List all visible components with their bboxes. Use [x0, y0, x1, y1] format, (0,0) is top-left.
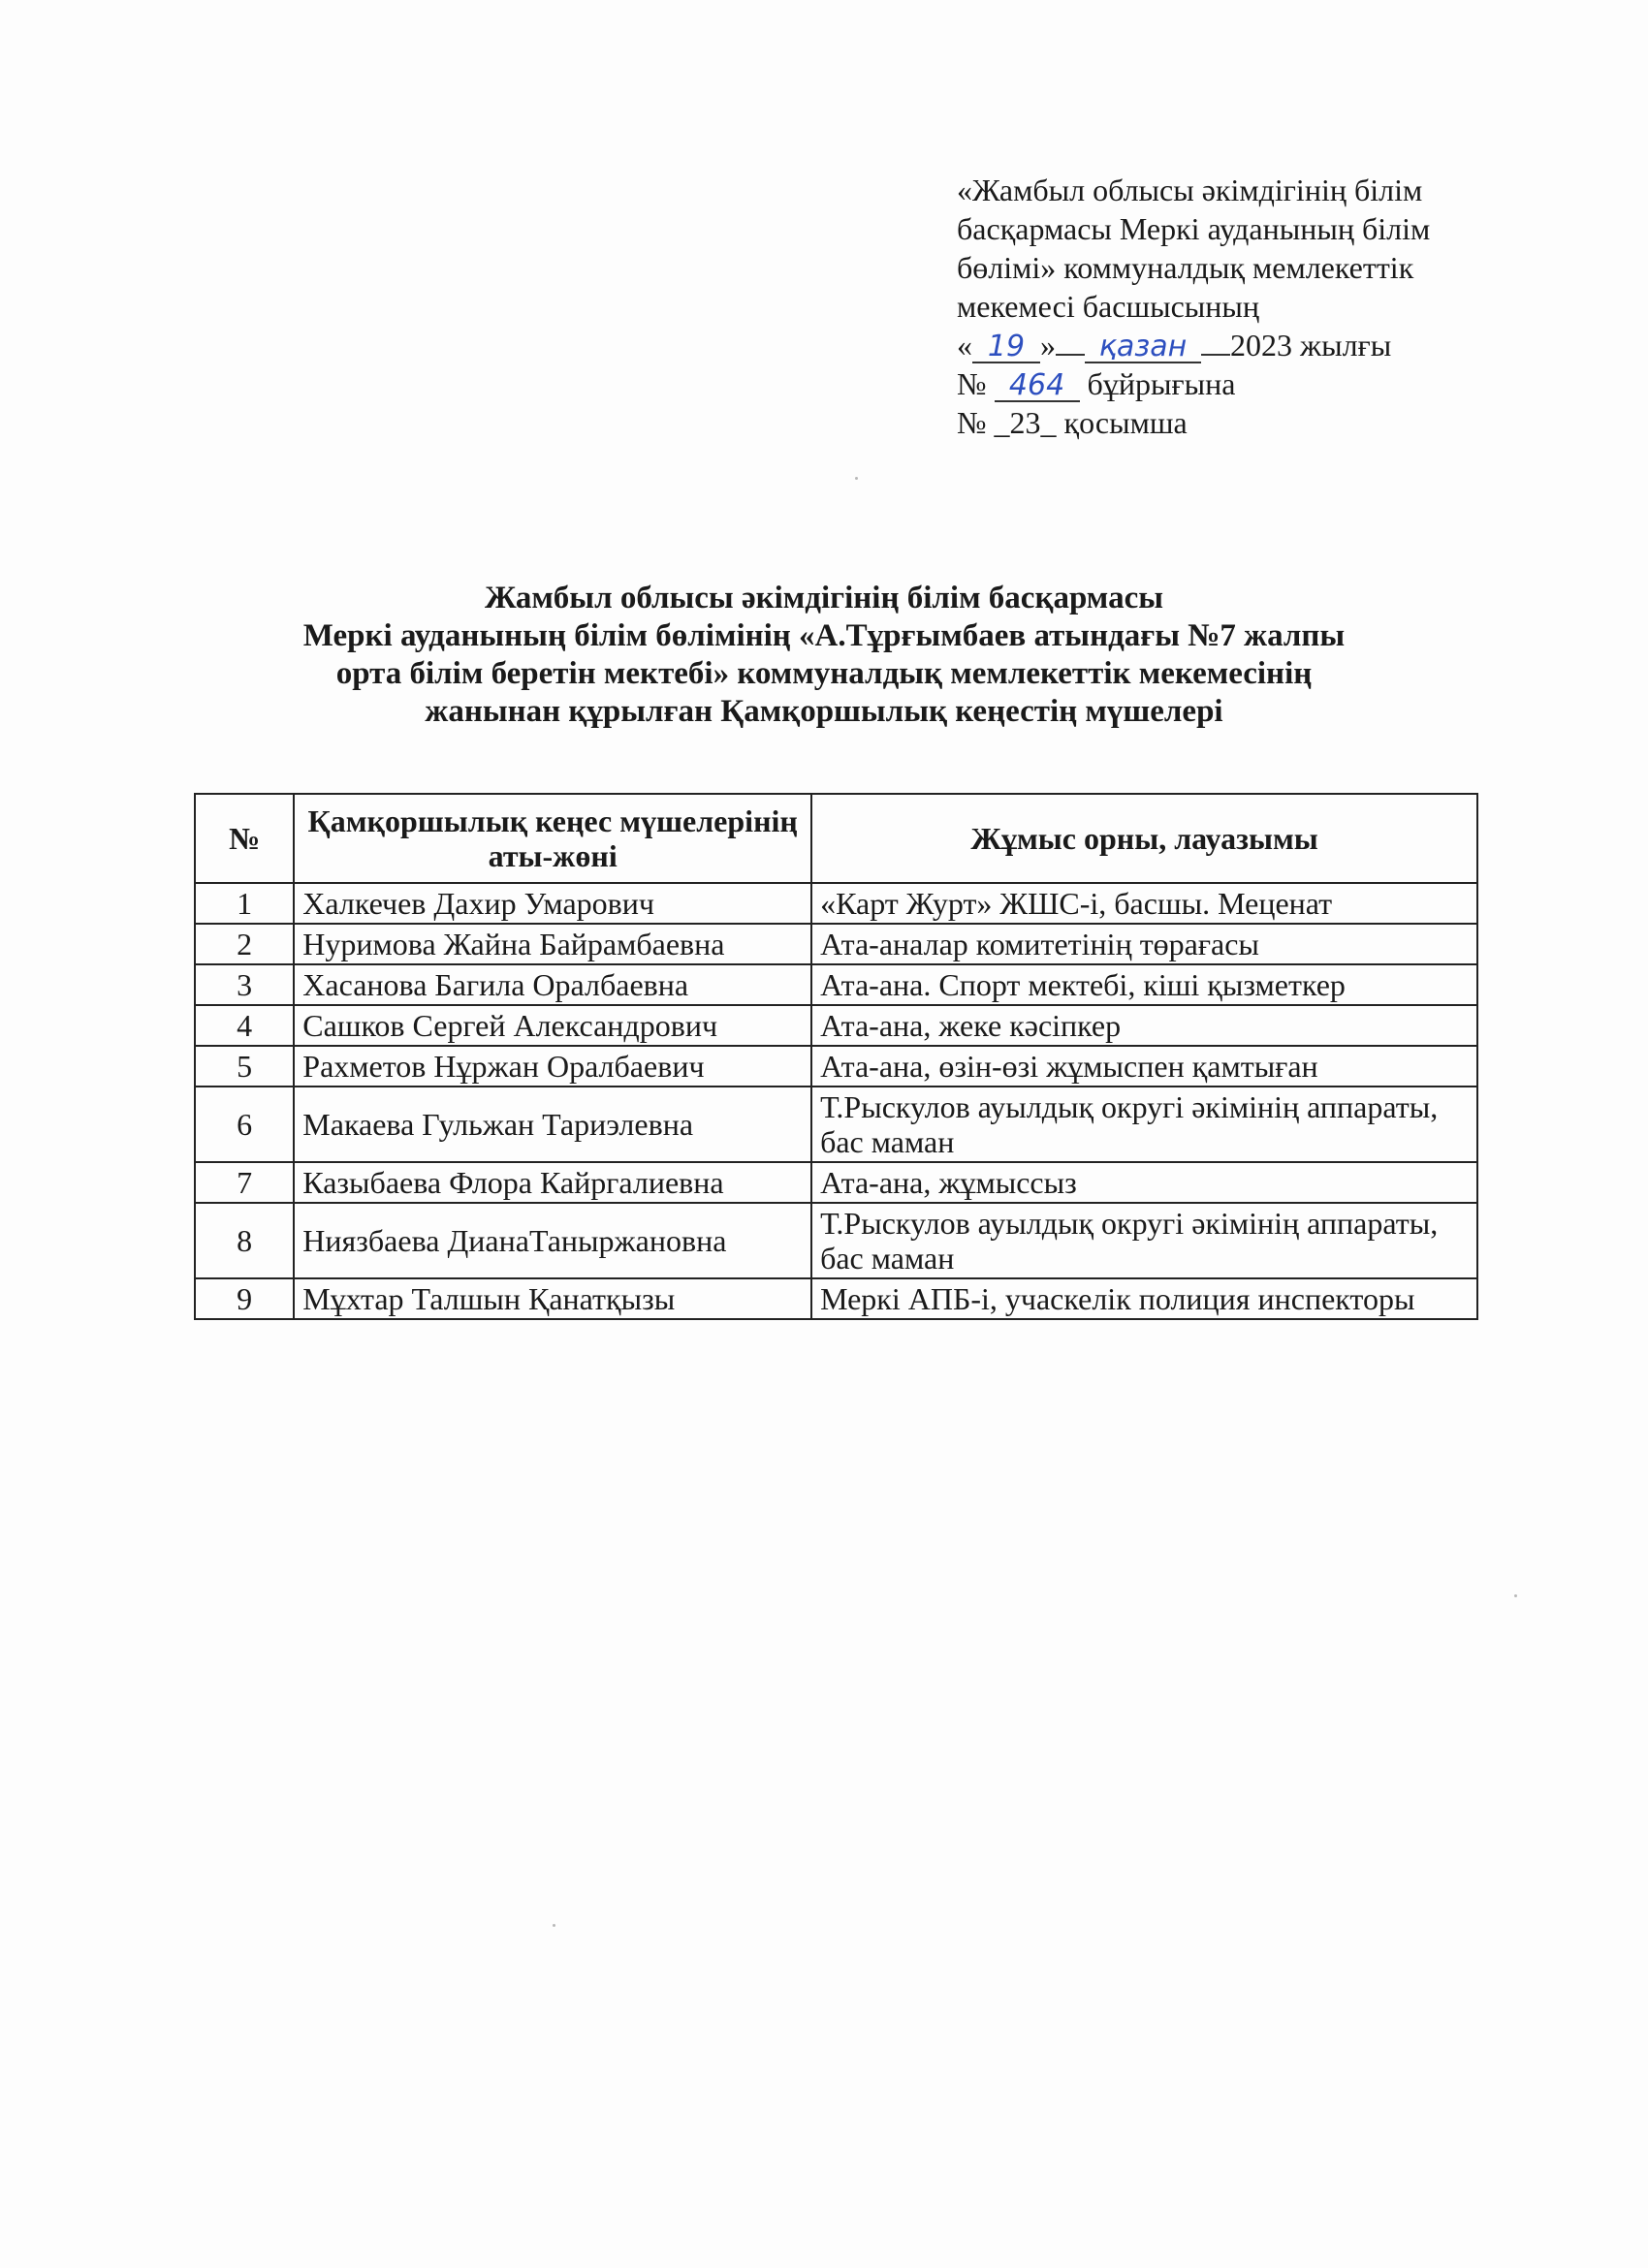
- row-name: Ниязбаева ДианаТаныржановна: [294, 1203, 811, 1278]
- table-row: [195, 883, 1477, 924]
- row-number: 7: [195, 1162, 294, 1203]
- year-text: 2023 жылғы: [1230, 328, 1392, 362]
- members-table: [194, 793, 1478, 1320]
- annex-line-4: мекемесі басшысының: [957, 289, 1260, 324]
- row-job: Т.Рыскулов ауылдық округі әкімінің аппараты, бас маман: [811, 1203, 1477, 1278]
- quote-close: »: [1040, 328, 1056, 362]
- row-job: Ата-ана. Спорт мектебі, кіші қызметкер: [811, 964, 1477, 1005]
- row-job: Ата-ана, жұмыссыз: [811, 1162, 1477, 1203]
- title-line-3: орта білім беретін мектебі» коммуналдық мемлекеттік мекемесінің: [335, 656, 1313, 691]
- row-job: Т.Рыскулов ауылдық округі әкімінің аппараты, бас маман: [811, 1087, 1477, 1162]
- row-name: Халкечев Дахир Умарович: [294, 883, 811, 924]
- row-name: Мұхтар Талшын Қанатқызы: [294, 1278, 811, 1319]
- title-line-4: жанынан құрылған Қамқоршылық кеңестің мүшелері: [425, 694, 1223, 729]
- annex-line-3: бөлімі» коммуналдық мемлекеттік: [957, 250, 1414, 285]
- row-number: 5: [195, 1046, 294, 1087]
- row-name: Казыбаева Флора Кайргалиевна: [294, 1162, 811, 1203]
- row-number: 6: [195, 1087, 294, 1162]
- table-row: [195, 964, 1477, 1005]
- title-line-1: Жамбыл облысы әкімдігінің білім басқармасы: [485, 581, 1163, 615]
- row-number: 8: [195, 1203, 294, 1278]
- annex-header: [957, 171, 1500, 442]
- row-job: «Карт Журт» ЖШС-і, басшы. Меценат: [811, 883, 1477, 924]
- table-row: [195, 1087, 1477, 1162]
- handwritten-month: қазан: [1085, 332, 1201, 363]
- table-row: [195, 1203, 1477, 1278]
- scan-speck: [1514, 1594, 1517, 1597]
- row-number: 9: [195, 1278, 294, 1319]
- row-number: 3: [195, 964, 294, 1005]
- month-underline: [1201, 327, 1230, 356]
- table-row: [195, 1278, 1477, 1319]
- header-job: Жұмыс орны, лауазымы: [811, 794, 1477, 883]
- row-number: 4: [195, 1005, 294, 1046]
- scan-speck: [855, 477, 858, 480]
- row-name: Рахметов Нұржан Оралбаевич: [294, 1046, 811, 1087]
- scan-speck: [553, 1924, 555, 1927]
- date-underline: [1056, 327, 1085, 356]
- row-name: Нуримова Жайна Байрамбаевна: [294, 924, 811, 964]
- row-job: Меркі АПБ-і, учаскелік полиция инспекторы: [811, 1278, 1477, 1319]
- row-job: Ата-ана, өзін-өзі жұмыспен қамтыған: [811, 1046, 1477, 1087]
- table-row: [195, 924, 1477, 964]
- table-row: [195, 1162, 1477, 1203]
- table-row: [195, 1005, 1477, 1046]
- annex-date-line: [957, 326, 1500, 364]
- table-row: [195, 1046, 1477, 1087]
- annex-order-line: [957, 364, 1500, 403]
- quote-open: «: [957, 328, 972, 362]
- row-job: Ата-ана, жеке кәсіпкер: [811, 1005, 1477, 1046]
- handwritten-day: 19: [972, 332, 1040, 363]
- annex-line-2: басқармасы Меркі ауданының білім: [957, 211, 1431, 246]
- title-line-2: Меркі ауданының білім бөлімінің «А.Тұрғымбаев атындағы №7 жалпы: [302, 618, 1346, 653]
- row-job: Ата-аналар комитетінің төрағасы: [811, 924, 1477, 964]
- header-name: Қамқоршылық кеңес мүшелерінің аты-жөні: [294, 794, 811, 883]
- document-title: [145, 580, 1503, 731]
- row-name: Хасанова Багила Оралбаевна: [294, 964, 811, 1005]
- row-name: Сашков Сергей Александрович: [294, 1005, 811, 1046]
- table-header-row: [195, 794, 1477, 883]
- annex-line-1: «Жамбыл облысы әкімдігінің білім: [957, 173, 1423, 207]
- header-number: №: [195, 794, 294, 883]
- row-name: Макаева Гульжан Тариэлевна: [294, 1087, 811, 1162]
- row-number: 2: [195, 924, 294, 964]
- annex-number-line: № _23_ қосымша: [957, 405, 1188, 440]
- handwritten-order-number: 464: [995, 371, 1080, 402]
- order-suffix: бұйрығына: [1087, 366, 1236, 401]
- order-prefix: №: [957, 366, 987, 401]
- row-number: 1: [195, 883, 294, 924]
